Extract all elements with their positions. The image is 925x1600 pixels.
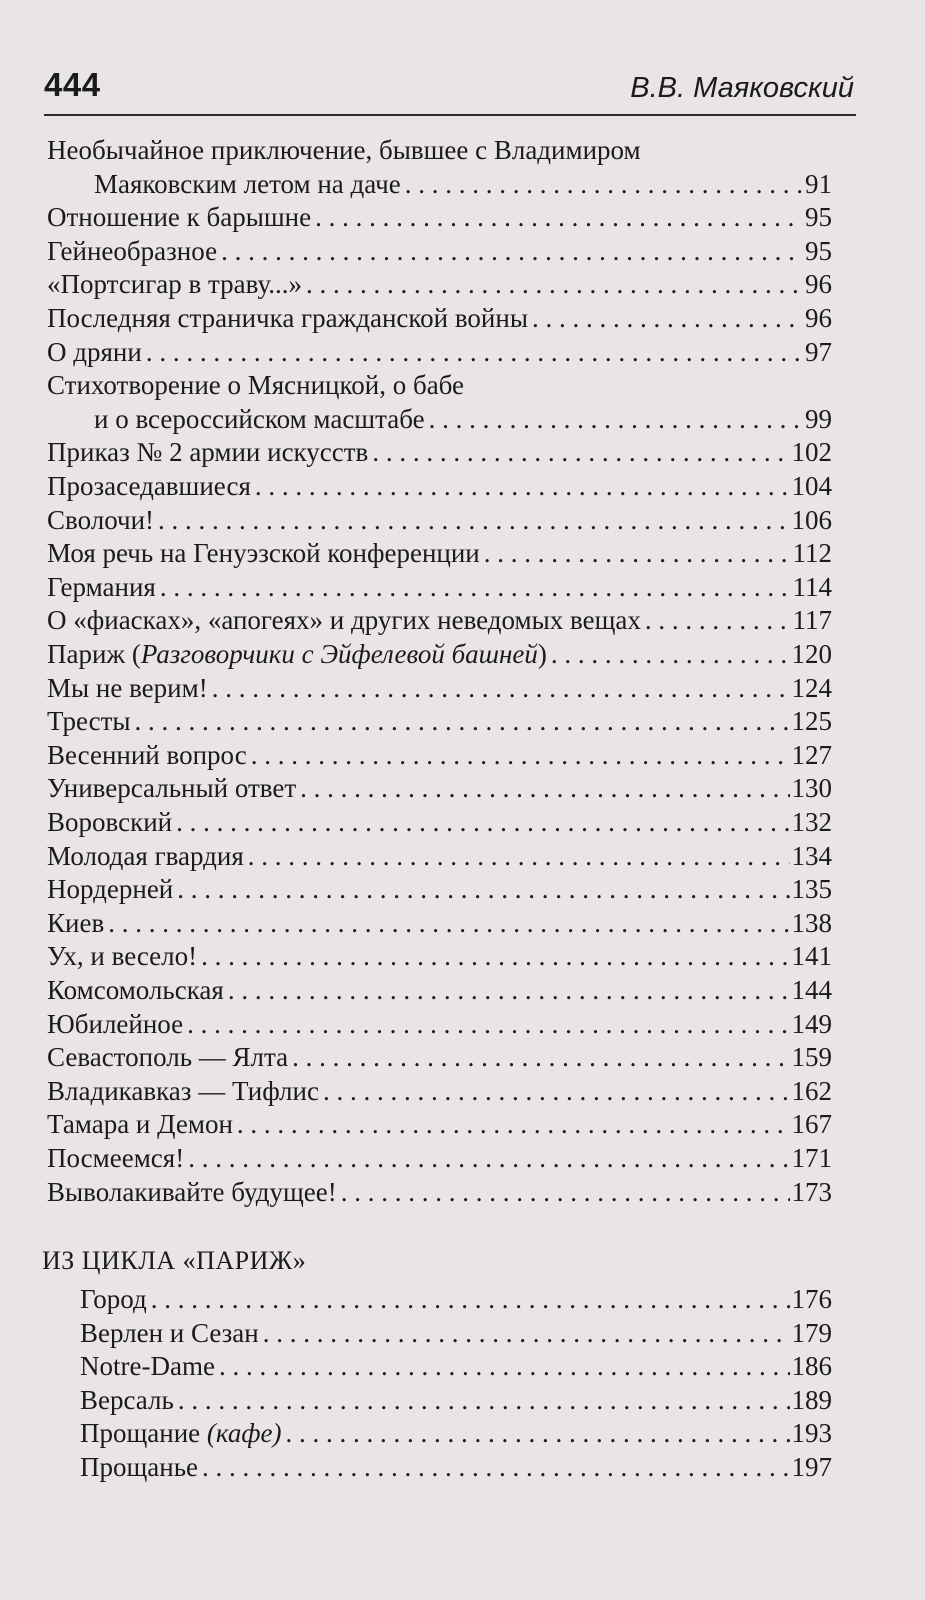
toc-entry-title [80,1316,259,1350]
toc-entry-title-text: Прощание [80,1418,207,1449]
toc-page-number: 127 [791,739,832,770]
dot-leader [135,704,790,738]
toc-entry-title [47,1007,183,1041]
toc-entry [80,1282,832,1316]
toc-entry-title-end: ) [537,639,547,669]
dot-leader [251,738,790,772]
dot-leader [484,536,791,570]
toc-entry-title [47,234,217,268]
toc-entry-title-text: Маяковским летом на даче [94,168,401,199]
toc-entry [80,1383,832,1417]
toc-entry [80,1416,832,1450]
toc-page-number: 149 [791,1008,832,1039]
toc-entry [47,469,832,503]
toc-page-number: 112 [792,538,832,569]
toc-entry-title-text: Моя речь на Генуэзской конференции [47,538,480,569]
dot-leader [292,1040,789,1074]
dot-leader [202,1450,789,1484]
toc-entry-title [47,469,251,503]
toc-entry-title [47,1107,233,1141]
toc-entry [47,301,832,335]
toc-entry-title [47,1175,337,1209]
toc-entry-title [94,402,425,436]
toc-entry-title [47,435,368,469]
toc-entry [47,267,832,301]
toc-page-number: 96 [805,269,832,300]
toc-entry-title [47,570,156,604]
dot-leader [201,939,789,973]
dot-leader [219,1349,790,1383]
toc-entry [47,973,832,1007]
toc-entry-title-text: Воровский [47,807,173,837]
toc-entry-title-text: Ух, и весело! [47,941,198,972]
toc-entry-title-text: Прощанье [80,1452,199,1482]
dot-leader [248,839,790,873]
dot-leader [228,973,790,1007]
toc-entry [47,906,832,940]
toc-page-number: 159 [791,1042,832,1073]
page-header [44,64,856,116]
toc-entry-title [47,200,311,234]
toc-entry-title [47,637,547,671]
toc-entry [47,704,832,738]
dot-leader [187,1007,789,1041]
toc-page-number: 91 [805,168,832,199]
dot-leader [212,671,790,705]
toc-page-number: 95 [805,202,832,233]
toc-entry [47,738,832,772]
toc-entry-title-text: Приказ № 2 армии искусств [47,437,369,468]
toc-page-number: 179 [791,1317,832,1348]
toc-entry [47,839,832,873]
toc-entry-title [47,872,173,906]
toc-entry-subtitle: Разговорчики с Эйфелевой башней [140,639,538,669]
toc-entry-title [47,1040,288,1074]
toc-entry-title-text: Последняя страничка гражданской войны [47,303,528,333]
dot-leader [405,167,803,201]
dot-leader [372,435,789,469]
toc-entry-title [94,167,401,201]
toc-entry [47,234,832,268]
dot-leader [151,1282,790,1316]
toc-entry [47,1040,832,1074]
toc-entry [47,435,832,469]
toc-page-number: 132 [791,807,832,837]
toc-entry-title [47,671,208,705]
dot-leader [300,771,789,805]
toc-entry [80,1316,832,1350]
toc-entry-title-text: Гейнеобразное [47,235,218,266]
toc-page-number: 130 [791,773,832,804]
toc-page-number: 197 [791,1452,832,1482]
toc-entry [47,1074,832,1108]
toc-entry-title-text: Город [80,1284,147,1314]
toc-entry-title-text: Выволакивайте будущее! [47,1176,337,1207]
dot-leader [255,469,790,503]
page-number: 444 [44,66,101,103]
toc-page-number: 173 [791,1176,832,1207]
toc-entry-title-text: Версаль [80,1384,174,1415]
section-heading: ИЗ ЦИКЛА «ПАРИЖ» [42,1246,307,1275]
toc-entry-title-text: Сволочи! [47,504,155,535]
toc-entry [47,771,832,805]
toc-page-number: 162 [791,1075,832,1106]
toc-entry-title-text: Севастополь — Ялта [47,1042,289,1073]
toc-entry [94,167,832,201]
toc-entry [47,637,832,671]
running-title: В.В. Маяковский [630,72,854,104]
toc-page-number: 97 [805,336,832,367]
toc-entry-title-text: Весенний вопрос [47,739,247,770]
toc-entry-title-text: Посмеемся! [47,1143,185,1173]
toc-entry-title [47,805,172,839]
toc-page-number: 96 [805,303,832,333]
toc-page-number: 189 [791,1384,832,1415]
dot-leader [306,267,803,301]
dot-leader [237,1107,790,1141]
toc-page-number: 114 [792,571,832,602]
toc-entry-title-text: Париж ( [47,639,141,669]
toc-entry-title-text: О «фиасках», «апогеях» и других неведомых вещах [47,605,641,636]
toc-page-number: 102 [791,437,832,468]
dot-leader [177,872,789,906]
dot-leader [221,234,803,268]
dot-leader [108,906,789,940]
toc-entry-title [47,973,224,1007]
toc-entry-title [80,1416,282,1450]
toc-entry-title-text: Прозаседавшиеся [47,471,251,501]
toc-page-number: 104 [791,471,832,501]
toc-entry [47,570,832,604]
toc-entry-title [47,503,154,537]
toc-entry-title-text: Мы не верим! [47,672,208,703]
toc-entry-title-text: Нордерней [47,874,174,905]
toc-entry-title [80,1383,174,1417]
toc-page-number: 138 [791,907,832,938]
toc-entry-title [47,1074,319,1108]
dot-leader [158,503,789,537]
dot-leader [429,402,803,436]
toc-entry-title-text: «Портсигар в траву...» [47,269,302,300]
toc-entry-title [47,839,244,873]
toc-entry-title-text: Тресты [47,706,131,737]
toc-page-number: 124 [791,672,832,703]
dot-leader [341,1175,790,1209]
toc-entry-title-text: Отношение к барышне [47,202,312,233]
dot-leader [176,805,789,839]
toc-entry-title [47,536,480,570]
toc-entry-title-text: Киев [47,907,105,938]
toc-entry [47,603,832,637]
toc-page-number: 95 [805,235,832,266]
toc-entry [47,335,832,369]
toc-entry [47,536,832,570]
toc-page-number: 117 [792,605,832,636]
toc-entry-title-text: Тамара и Демон [47,1109,233,1140]
toc-entry [47,872,832,906]
toc-entry-title [47,335,142,369]
toc-entry-subtitle: (кафе) [206,1418,282,1449]
dot-leader [146,335,803,369]
dot-leader [160,570,791,604]
toc-entry [80,1349,832,1383]
toc-page-number: 167 [791,1109,832,1140]
toc-entry-title-text: О дряни [47,336,142,367]
toc-entry-title [47,301,528,335]
toc-entry-title [47,1141,184,1175]
toc-entry [47,1141,832,1175]
toc-page-number: 186 [791,1351,832,1382]
dot-leader [263,1316,790,1350]
toc-entry [47,503,832,537]
toc-entry-first-line: Необычайное приключение, бывшее с Владимиром [47,135,641,165]
toc-page-number: 144 [791,975,832,1005]
dot-leader [178,1383,790,1417]
toc-entry-title-text: Юбилейное [47,1008,184,1039]
toc-entry-title-text: Молодая гвардия [47,840,244,871]
toc-page-number: 135 [791,874,832,905]
toc-entry [80,1450,832,1484]
toc-page-number: 193 [791,1418,832,1449]
toc-entry-title-text: Универсальный ответ [47,773,297,804]
toc-entry-title [80,1349,215,1383]
toc-page-number: 141 [791,941,832,972]
toc-entry-title [80,1450,198,1484]
toc-page-number: 99 [805,403,832,434]
toc-entry-title-text: Notre-Dame [80,1351,215,1382]
toc-page-number: 125 [791,706,832,737]
dot-leader [286,1416,790,1450]
toc-page-number: 120 [791,639,832,669]
toc-page-number: 106 [791,504,832,535]
toc-entry-title [47,738,247,772]
toc-entry [94,402,832,436]
toc-entry-title-text: Комсомольская [47,975,224,1005]
toc-entry-title [47,771,296,805]
dot-leader [645,603,791,637]
toc-entry-title [80,1282,147,1316]
toc-entry-title [47,906,104,940]
dot-leader [188,1141,789,1175]
toc-page-number: 134 [791,840,832,871]
toc-entry-title-text: Верлен и Сезан [80,1317,259,1348]
toc-entry [47,1107,832,1141]
toc-entry-title [47,603,641,637]
toc-entry [47,1007,832,1041]
toc-entry [47,939,832,973]
toc-entry-title-text: Германия [47,571,156,602]
toc-entry [47,1175,832,1209]
toc-entry-title-text: и о всероссийском масштабе [94,403,425,434]
dot-leader [551,637,790,671]
toc-entry-title [47,939,197,973]
dot-leader [315,200,803,234]
toc-entry [47,805,832,839]
toc-entry-title [47,267,302,301]
toc-page-number: 171 [791,1143,832,1173]
toc-entry [47,671,832,705]
dot-leader [323,1074,790,1108]
toc-entry-title [47,704,131,738]
toc-page-number: 176 [791,1284,832,1314]
toc-entry-title-text: Владикавказ — Тифлис [47,1075,319,1106]
dot-leader [532,301,803,335]
toc-entry [47,200,832,234]
toc-entry-first-line: Стихотворение о Мясницкой, о бабе [47,370,465,401]
